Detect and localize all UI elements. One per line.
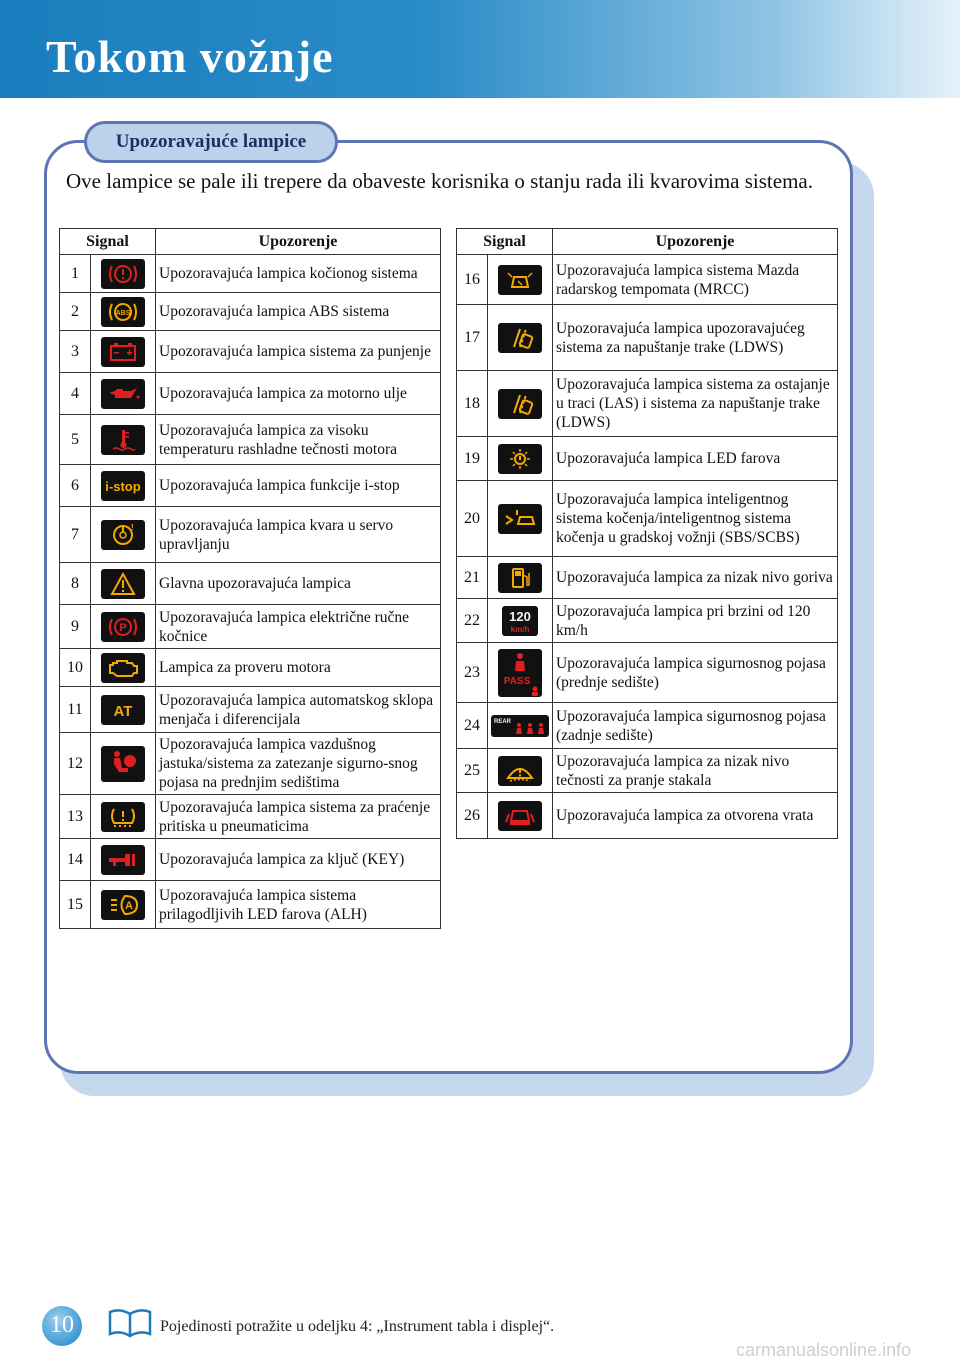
table-row: [60, 649, 441, 687]
row-number: 2: [60, 293, 91, 331]
row-number: 8: [60, 563, 91, 605]
row-text: Upozoravajuća lampica sistema za praćenje pritiska u pneumaticima: [156, 795, 441, 839]
col-header-warning: Upozorenje: [553, 229, 838, 255]
row-text: Upozoravajuća lampica za motorno ulje: [156, 373, 441, 415]
row-text: Upozoravajuća lampica za nizak nivo tečnosti za pranje stakala: [553, 749, 838, 793]
row-number: 19: [457, 437, 488, 481]
svg-text:P: P: [119, 621, 127, 634]
speed-value: 120: [509, 608, 531, 624]
table-row: [60, 507, 441, 563]
tire-pressure-icon: [101, 802, 145, 832]
row-number: 12: [60, 733, 91, 795]
table-row: [60, 465, 441, 507]
table-row: [457, 481, 838, 557]
row-text: Upozoravajuća lampica za nizak nivo goriva: [553, 557, 838, 599]
row-text: Upozoravajuća lampica automatskog sklopa menjača i diferencijala: [156, 687, 441, 733]
watermark: carmanualsonline.info: [736, 1340, 912, 1360]
col-header-signal: Signal: [60, 229, 156, 255]
speed-120-icon: [502, 606, 538, 636]
radar-cruise-icon: [498, 265, 542, 295]
speed-unit: km/h: [510, 624, 530, 634]
svg-text:i-stop: i-stop: [105, 478, 141, 494]
row-text: Upozoravajuća lampica električne ručne kočnice: [156, 605, 441, 649]
airbag-icon: [101, 746, 145, 782]
master-warning-triangle-icon: [101, 569, 145, 599]
row-number: 5: [60, 415, 91, 465]
row-text: Upozoravajuća lampica za ključ (KEY): [156, 839, 441, 881]
row-text: Upozoravajuća lampica sistema za ostajanje u traci (LAS) i sistema za napuštanje trake (LDWS): [553, 371, 838, 437]
table-row: [60, 563, 441, 605]
table-row: [60, 733, 441, 795]
led-headlight-icon: [498, 444, 542, 474]
row-number: 21: [457, 557, 488, 599]
col-header-signal: Signal: [457, 229, 553, 255]
row-number: 24: [457, 703, 488, 749]
svg-text:!: !: [131, 522, 134, 532]
table-header-row: [457, 229, 838, 255]
row-number: 1: [60, 255, 91, 293]
table-row: [60, 881, 441, 929]
row-number: 11: [60, 687, 91, 733]
row-number: 4: [60, 373, 91, 415]
svg-text:A: A: [125, 899, 133, 912]
footer-reference-note: Pojedinosti potražite u odeljku 4: „Instrument tabla i displej“.: [160, 1318, 555, 1335]
table-row: [457, 599, 838, 643]
table-row: [60, 255, 441, 293]
svg-text:ABS: ABS: [115, 309, 131, 317]
row-text: Upozoravajuća lampica sistema za punjenje: [156, 331, 441, 373]
row-text: Upozoravajuća lampica pri brzini od 120 km/h: [553, 599, 838, 643]
automatic-transmission-icon: [101, 695, 145, 725]
row-text: Upozoravajuća lampica sistema prilagodljivih LED farova (ALH): [156, 881, 441, 929]
table-row: [457, 749, 838, 793]
parking-brake-icon: [101, 612, 145, 642]
intro-text: Ove lampice se pale ili trepere da obaveste korisnika o stanju rada ili kvarovima sistema.: [66, 169, 813, 193]
coolant-temperature-icon: [101, 425, 145, 455]
page-title: Tokom vožnje: [46, 31, 334, 82]
row-text: Upozoravajuća lampica sigurnosnog pojasa (prednje sedište): [553, 643, 838, 703]
seatbelt-rear-icon: [491, 715, 549, 737]
row-number: 26: [457, 793, 488, 839]
table-header-row: [60, 229, 441, 255]
warning-table-left: [59, 228, 441, 929]
door-open-icon: [498, 801, 542, 831]
table-row: [457, 793, 838, 839]
i-stop-icon: [101, 471, 145, 501]
oil-can-icon: [101, 379, 145, 409]
row-number: 25: [457, 749, 488, 793]
washer-fluid-icon: [498, 756, 542, 786]
check-engine-icon: [101, 653, 145, 683]
pass-label: PASS: [503, 675, 531, 687]
row-number: 22: [457, 599, 488, 643]
seatbelt-front-icon: [498, 649, 542, 697]
section-tab: Upozoravajuće lampice: [84, 121, 338, 163]
row-text: Upozoravajuća lampica kočionog sistema: [156, 255, 441, 293]
row-text: Upozoravajuća lampica sigurnosnog pojasa (zadnje sedište): [553, 703, 838, 749]
power-steering-icon: [101, 520, 145, 550]
abs-warning-icon: [101, 297, 145, 327]
row-number: 3: [60, 331, 91, 373]
row-number: 10: [60, 649, 91, 687]
row-number: 16: [457, 255, 488, 305]
row-number: 13: [60, 795, 91, 839]
table-row: [457, 703, 838, 749]
col-header-warning: Upozorenje: [156, 229, 441, 255]
table-row: [60, 687, 441, 733]
fuel-pump-icon: [498, 563, 542, 593]
row-text: Upozoravajuća lampica funkcije i-stop: [156, 465, 441, 507]
warning-table-right: [456, 228, 838, 839]
brake-warning-icon: [101, 259, 145, 289]
row-text: Upozoravajuća lampica ABS sistema: [156, 293, 441, 331]
row-number: 17: [457, 305, 488, 371]
table-row: [457, 437, 838, 481]
manual-book-icon: [106, 1306, 154, 1338]
row-text: Upozoravajuća lampica LED farova: [553, 437, 838, 481]
table-row: [457, 305, 838, 371]
table-row: [60, 331, 441, 373]
table-row: [60, 605, 441, 649]
table-row: [60, 415, 441, 465]
lane-departure-icon: [498, 323, 542, 353]
row-text: Upozoravajuća lampica kvara u servo upravljanju: [156, 507, 441, 563]
battery-charging-icon: [101, 337, 145, 367]
table-row: [60, 293, 441, 331]
row-number: 9: [60, 605, 91, 649]
svg-text:AT: AT: [113, 702, 133, 720]
row-text: Lampica za proveru motora: [156, 649, 441, 687]
row-text: Upozoravajuća lampica inteligentnog sistema kočenja/inteligentnog sistema kočenja u gradskoj vožnji (SBS/SCBS): [553, 481, 838, 557]
key-icon: [101, 845, 145, 875]
table-row: [457, 557, 838, 599]
rear-label: REAR: [494, 718, 512, 725]
row-text: Upozoravajuća lampica upozoravajućeg sistema za napuštanje trake (LDWS): [553, 305, 838, 371]
table-row: [60, 795, 441, 839]
row-text: Glavna upozoravajuća lampica: [156, 563, 441, 605]
page-header: [0, 0, 960, 98]
page-number-badge: 10: [42, 1306, 82, 1346]
row-text: Upozoravajuća lampica vazdušnog jastuka/sistema za zatezanje sigurno-snog pojasa na prednjim sedištima: [156, 733, 441, 795]
row-number: 18: [457, 371, 488, 437]
table-row: [60, 373, 441, 415]
table-row: [457, 371, 838, 437]
row-number: 6: [60, 465, 91, 507]
row-number: 20: [457, 481, 488, 557]
row-number: 23: [457, 643, 488, 703]
table-row: [457, 255, 838, 305]
adaptive-headlight-icon: [101, 890, 145, 920]
table-row: [60, 839, 441, 881]
row-text: Upozoravajuća lampica sistema Mazda radarskog tempomata (MRCC): [553, 255, 838, 305]
row-number: 15: [60, 881, 91, 929]
row-number: 7: [60, 507, 91, 563]
table-row: [457, 643, 838, 703]
smart-brake-icon: [498, 504, 542, 534]
row-number: 14: [60, 839, 91, 881]
row-text: Upozoravajuća lampica za otvorena vrata: [553, 793, 838, 839]
lane-assist-icon: [498, 389, 542, 419]
row-text: Upozoravajuća lampica za visoku temperaturu rashladne tečnosti motora: [156, 415, 441, 465]
